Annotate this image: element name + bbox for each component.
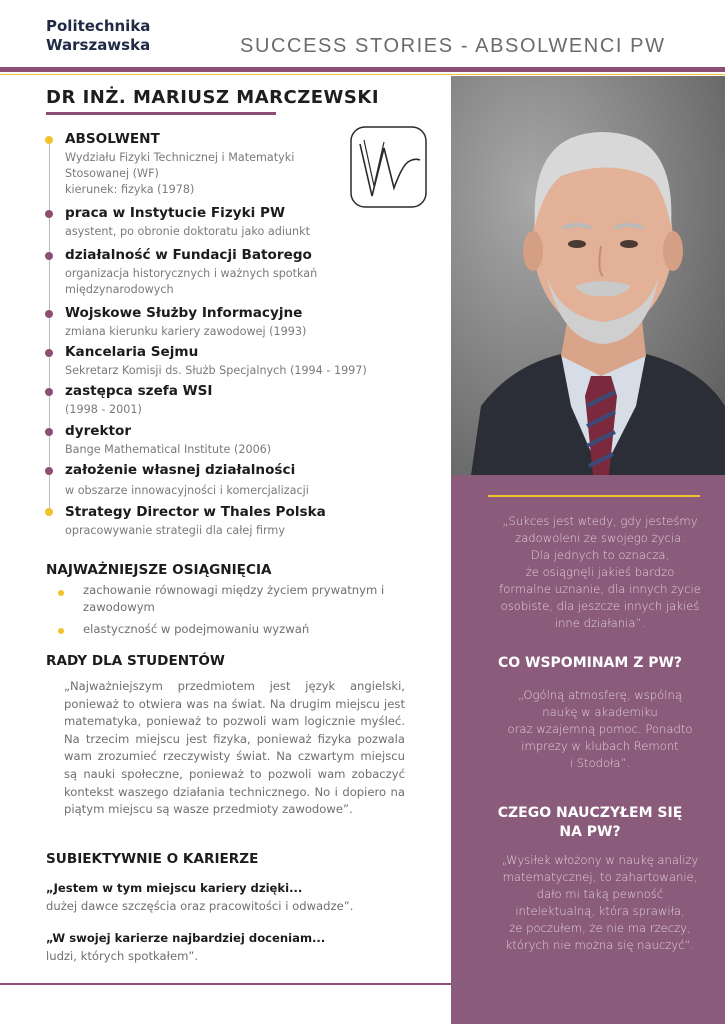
timeline-title: Wojskowe Służby Informacyjne (65, 305, 303, 321)
timeline-detail (65, 324, 385, 340)
quote-line: zadowoleni ze swojego życia. (515, 531, 685, 545)
detail-line: Stosowanej (WF) (65, 167, 159, 180)
header-divider (0, 67, 725, 72)
timeline-title: Kancelaria Sejmu (65, 344, 199, 360)
timeline-title: zastępca szefa WSI (65, 383, 213, 399)
advice-text: „Najważniejszym przedmiotem jest język angielski, ponieważ to otwiera was na świat. Na drugim miejscu jest matematyka, ponieważ to pozwoli wam logicznie myśleć. Na trzecim miejscu jest fizyka, ponieważ fizyka pozwala wam zrozumieć rzeczywisty świat. Na czwartym miejscu są nauki społeczne, ponieważ to pozwoli wam zobaczyć kontekst waszego działania technicznego. No i dopiero na piątym miejscu są wasze przedmioty zawodowe”. (64, 679, 405, 817)
success-quote (475, 513, 725, 632)
timeline-dot (45, 508, 53, 516)
memories-heading: CO WSPOMINAM Z PW? (497, 655, 683, 671)
timeline-line (49, 140, 50, 512)
portrait-illustration (451, 76, 725, 475)
timeline-detail (65, 442, 385, 458)
detail-line: zmiana kierunku kariery zawodowej (1993) (65, 325, 307, 338)
detail-line: w obszarze innowacyjności i komercjalizacji (65, 484, 309, 497)
bullet-dot (58, 590, 64, 596)
quote-line: że poczułem, że nie ma rzeczy, (509, 921, 691, 935)
quote-line: „Wysiłek włożony w naukę analizy (501, 853, 699, 867)
timeline-title: ABSOLWENT (65, 131, 160, 147)
detail-line: (1998 - 2001) (65, 403, 142, 416)
panel-divider (488, 495, 700, 497)
quote-line: imprezy w klubach Remont (521, 739, 679, 753)
timeline-detail (65, 402, 385, 418)
quote-line: naukę w akademiku (542, 705, 658, 719)
detail-line: asystent, po obronie doktoratu jako adiunkt (65, 225, 310, 238)
quote-line: „Ogólną atmosferę, wspólną (518, 688, 682, 702)
quote-line: osobiste, dla jeszcze innych jakieś (500, 599, 700, 613)
quote-line: że osiągnęli jakieś bardzo (525, 565, 675, 579)
timeline-dot (45, 349, 53, 357)
quote-line: i Stodoła”. (569, 756, 631, 770)
timeline-title: dyrektor (65, 423, 132, 439)
detail-line: międzynarodowych (65, 283, 174, 296)
detail-line: opracowywanie strategii dla całej firmy (65, 524, 285, 537)
career-heading: SUBIEKTYWNIE O KARIERZE (46, 851, 259, 867)
timeline-detail (65, 363, 385, 379)
learned-quote (475, 852, 725, 954)
timeline-dot (45, 428, 53, 436)
timeline-dot (45, 136, 53, 144)
career-answer-1: dużej dawce szczęścia oraz pracowitości i odwadze”. (46, 899, 354, 913)
quote-line: intelektualną, która sprawiła, (515, 904, 685, 918)
quote-line: „Sukces jest wtedy, gdy jesteśmy (502, 514, 698, 528)
person-name: DR INŻ. MARIUSZ MARCZEWSKI (46, 87, 380, 108)
university-logo[interactable] (46, 17, 150, 55)
timeline-title: praca w Instytucie Fizyki PW (65, 205, 286, 221)
career-question-1: „Jestem w tym miejscu kariery dzięki... (46, 881, 303, 895)
timeline-dot (45, 388, 53, 396)
name-underline (46, 112, 276, 115)
detail-line: kierunek: fizyka (1978) (65, 183, 195, 196)
learned-heading (470, 804, 710, 842)
timeline-dot (45, 210, 53, 218)
memories-quote (475, 687, 725, 772)
quote-line: Dla jednych to oznacza, (530, 548, 670, 562)
timeline-title: Strategy Director w Thales Polska (65, 504, 326, 520)
advice-heading: RADY DLA STUDENTÓW (46, 653, 225, 669)
header-divider-accent (0, 74, 725, 75)
timeline-detail (65, 150, 385, 198)
timeline-dot (45, 467, 53, 475)
detail-line: Sekretarz Komisji ds. Służb Specjalnych (1994 - 1997) (65, 364, 367, 377)
detail-line: Bange Mathematical Institute (2006) (65, 443, 272, 456)
quote-line: matematycznej, to zahartowanie, (502, 870, 698, 884)
career-question-2: „W swojej karierze najbardziej doceniam... (46, 931, 326, 945)
heading-line: CZEGO NAUCZYŁEM SIĘ (497, 805, 683, 821)
achievements-heading: NAJWAŻNIEJSZE OSIĄGNIĘCIA (46, 562, 272, 578)
quote-line: formalne uznanie, dla innych życie (499, 582, 701, 596)
timeline-detail (65, 266, 385, 298)
heading-line: NA PW? (559, 824, 621, 840)
detail-line: organizacja historycznych i ważnych spotkań (65, 267, 318, 280)
timeline-title: założenie własnej działalności (65, 462, 296, 478)
quote-line: których nie można się nauczyć”. (505, 938, 695, 952)
portrait-photo (451, 76, 725, 475)
timeline-title: działalność w Fundacji Batorego (65, 247, 312, 263)
timeline-detail (65, 523, 385, 539)
quote-line: inne działania”. (554, 616, 646, 630)
timeline-dot (45, 310, 53, 318)
achievement-item: elastyczność w podejmowaniu wyzwań (83, 622, 310, 636)
page-header-title: SUCCESS STORIES - ABSOLWENCI PW (240, 35, 666, 57)
timeline-detail (65, 483, 385, 499)
quote-line: oraz wzajemną pomoc. Ponadto (507, 722, 693, 736)
detail-line: Wydziału Fizyki Technicznej i Matematyki (65, 151, 295, 164)
logo-line-2: Warszawska (46, 36, 151, 54)
timeline-dot (45, 252, 53, 260)
timeline-detail (65, 224, 385, 240)
bullet-dot (58, 628, 64, 634)
quote-line: dało mi taką pewność (536, 887, 664, 901)
achievement-item: zachowanie równowagi między życiem prywatnym i zawodowym (83, 583, 385, 614)
career-answer-2: ludzi, których spotkałem”. (46, 949, 199, 963)
footer-divider (0, 983, 451, 985)
logo-line-1: Politechnika (46, 17, 151, 35)
